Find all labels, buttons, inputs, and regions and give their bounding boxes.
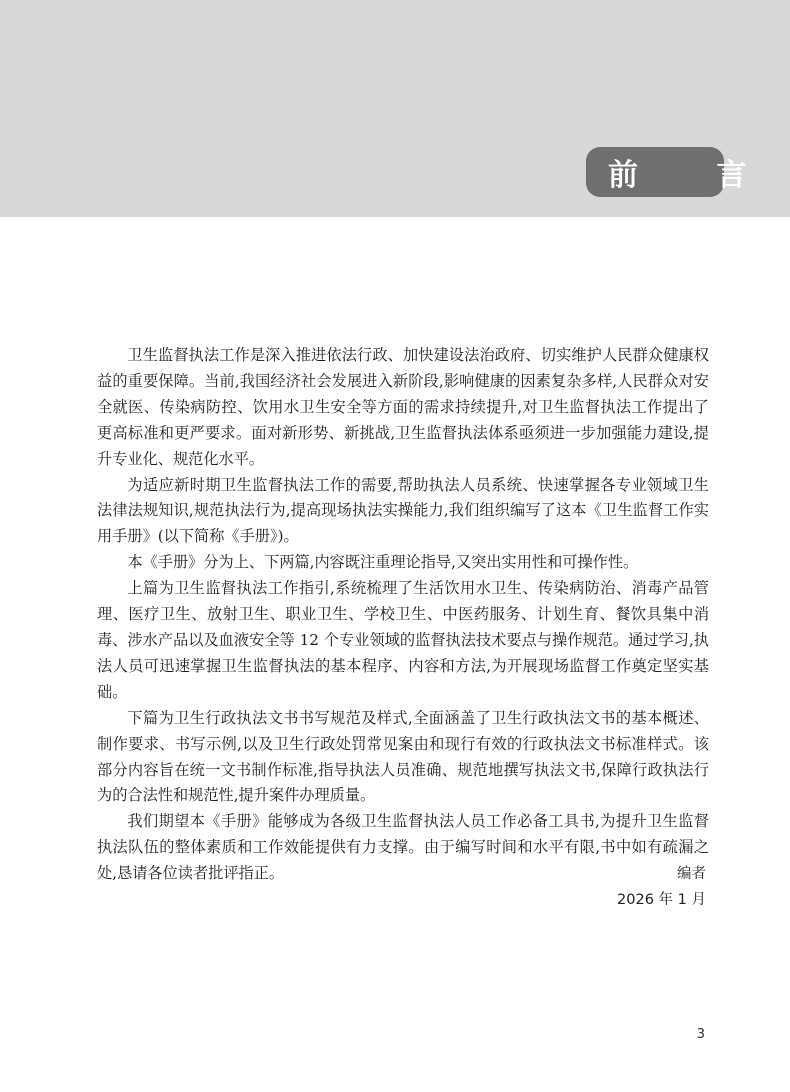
page-number: 3 (696, 1027, 705, 1042)
signature-author: 编者 (677, 866, 706, 882)
paragraph-2: 为适应新时期卫生监督执法工作的需要,帮助执法人员系统、快速掌握各专业领域卫生法律法规知识,规范执法行为,提高现场执法实操能力,我们组织编写了这本《卫生监督工作实用手册》(以下简称《手册》)。 (97, 475, 709, 546)
paragraph-1: 卫生监督执法工作是深入推进依法行政、加快建设法治政府、切实维护人民群众健康权益的重要保障。当前,我国经济社会发展进入新阶段,影响健康的因素复杂多样,人民群众对安全就医、传染病防控、饮用水卫生安全等方面的需求持续提升,对卫生监督执法工作提出了更高标准和更严要求。面对新形势、新挑战,卫生监督执法体系亟须进一步加强能力建设,提升专业化、规范化水平。 (97, 346, 709, 468)
signature-block (617, 861, 706, 913)
paragraph-4: 上篇为卫生监督执法工作指引,系统梳理了生活饮用水卫生、传染病防治、消毒产品管理、医疗卫生、放射卫生、职业卫生、学校卫生、中医药服务、计划生育、餐饮具集中消毒、涉水产品以及血液安全等 12 个专业领域的监督执法技术要点与操作规范。通过学习,执法人员可迅速掌握卫生监督执法的基本程序、内容和方法,为开展现场监督工作奠定坚实基础。 (97, 579, 709, 701)
preface-body (97, 343, 709, 887)
paragraph-3: 本《手册》分为上、下两篇,内容既注重理论指导,又突出实用性和可操作性。 (127, 553, 639, 572)
page-title: 前 言 (586, 147, 724, 197)
header-band (0, 0, 790, 217)
paragraph-5: 下篇为卫生行政执法文书书写规范及样式,全面涵盖了卫生行政执法文书的基本概述、制作要求、书写示例,以及卫生行政处罚常见案由和现行有效的行政执法文书标准样式。该部分内容旨在统一文书制作标准,指导执法人员准确、规范地撰写执法文书,保障行政执法行为的合法性和规范性,提升案件办理质量。 (97, 708, 709, 805)
signature-date: 2026 年 1 月 (617, 892, 706, 908)
paragraph-6: 我们期望本《手册》能够成为各级卫生监督执法人员工作必备工具书,为提升卫生监督执法队伍的整体素质和工作效能提供有力支撑。由于编写时间和水平有限,书中如有疏漏之处,恳请各位读者批评指正。 (97, 812, 709, 883)
